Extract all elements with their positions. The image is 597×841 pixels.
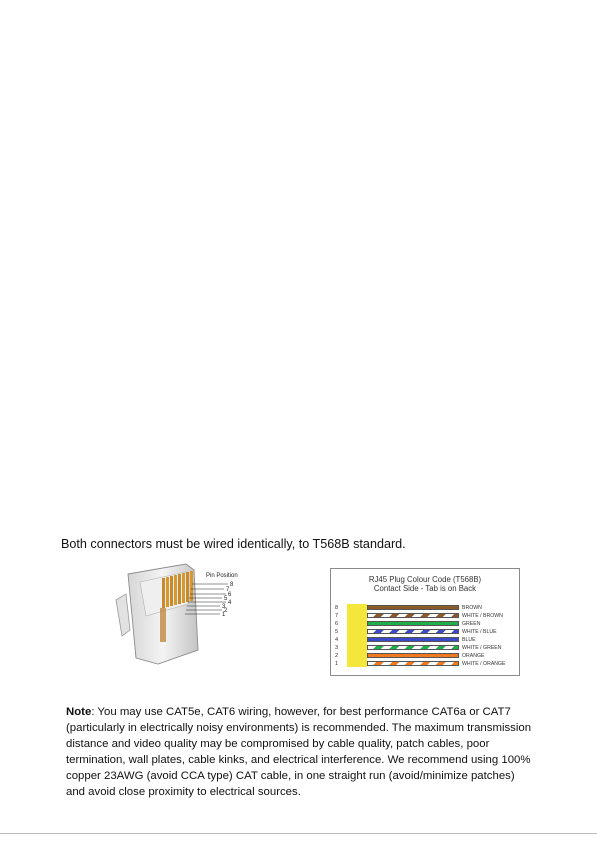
wire-pin-number: 1 bbox=[335, 661, 339, 667]
rj45-connector-illustration bbox=[106, 560, 266, 680]
pin-label: 2 bbox=[224, 608, 228, 614]
pin-label: 8 bbox=[230, 582, 234, 588]
wire-colour-label: WHITE / BLUE bbox=[462, 629, 497, 635]
wire-row bbox=[331, 652, 519, 660]
chart-subtitle: Contact Side - Tab is on Back bbox=[373, 584, 477, 593]
wire-row bbox=[331, 620, 519, 628]
pin-label: 5 bbox=[224, 596, 228, 602]
wire-colour-bar bbox=[367, 629, 459, 634]
pin-label: 4 bbox=[228, 600, 232, 606]
wire-row bbox=[331, 604, 519, 612]
pin-label: 1 bbox=[222, 612, 226, 618]
wire-colour-bar bbox=[367, 661, 459, 666]
rj45-colour-code-chart bbox=[330, 568, 520, 676]
wire-pin-number: 4 bbox=[335, 637, 339, 643]
wire-pin-number: 2 bbox=[335, 653, 339, 659]
wire-pin-number: 7 bbox=[335, 613, 339, 619]
wiring-instruction: Both connectors must be wired identically, to T568B standard. bbox=[61, 537, 406, 551]
wire-colour-label: WHITE / BROWN bbox=[462, 613, 503, 619]
wire-pin-number: 5 bbox=[335, 629, 339, 635]
wire-row bbox=[331, 628, 519, 636]
wire-colour-label: WHITE / ORANGE bbox=[462, 661, 506, 667]
wire-pin-number: 3 bbox=[335, 645, 339, 651]
wire-row bbox=[331, 612, 519, 620]
wire-colour-label: WHITE / GREEN bbox=[462, 645, 502, 651]
wire-row bbox=[331, 636, 519, 644]
pin-label: 6 bbox=[228, 592, 232, 598]
wire-colour-bar bbox=[367, 653, 459, 658]
cable-note bbox=[66, 704, 536, 800]
wire-pin-number: 6 bbox=[335, 621, 339, 627]
pin-label: 7 bbox=[226, 587, 230, 593]
pin-position-label: Pin Position bbox=[206, 573, 238, 579]
wire-colour-label: BLUE bbox=[462, 637, 476, 643]
wire-colour-bar bbox=[367, 645, 459, 650]
wire-colour-bar bbox=[367, 637, 459, 642]
wire-colour-label: ORANGE bbox=[462, 653, 485, 659]
chart-title: RJ45 Plug Colour Code (T568B) bbox=[368, 575, 482, 584]
note-text: : You may use CAT5e, CAT6 wiring, however, for best performance CAT6a or CAT7 (particularly in electrically noisy environments) is recommended. The maximum transmission distance and video quality may be compromised by cable quality, patch cables, poor termination, wall plates, cable kinks, and electrical interference. We recommend using 100% copper 23AWG (avoid CCA type) CAT cable, in one straight run (avoid/minimize patches) and avoid close proximity to electrical sources. bbox=[66, 706, 532, 798]
wire-colour-label: BROWN bbox=[462, 605, 482, 611]
wire-colour-bar bbox=[367, 613, 459, 618]
note-label: Note bbox=[66, 706, 92, 718]
page-bottom-rule bbox=[0, 833, 597, 834]
wire-row bbox=[331, 644, 519, 652]
wire-colour-label: GREEN bbox=[462, 621, 481, 627]
wire-colour-bar bbox=[367, 605, 459, 610]
wire-colour-bar bbox=[367, 621, 459, 626]
wire-row bbox=[331, 660, 519, 668]
pin-label: 3 bbox=[222, 604, 226, 610]
wire-pin-number: 8 bbox=[335, 605, 339, 611]
